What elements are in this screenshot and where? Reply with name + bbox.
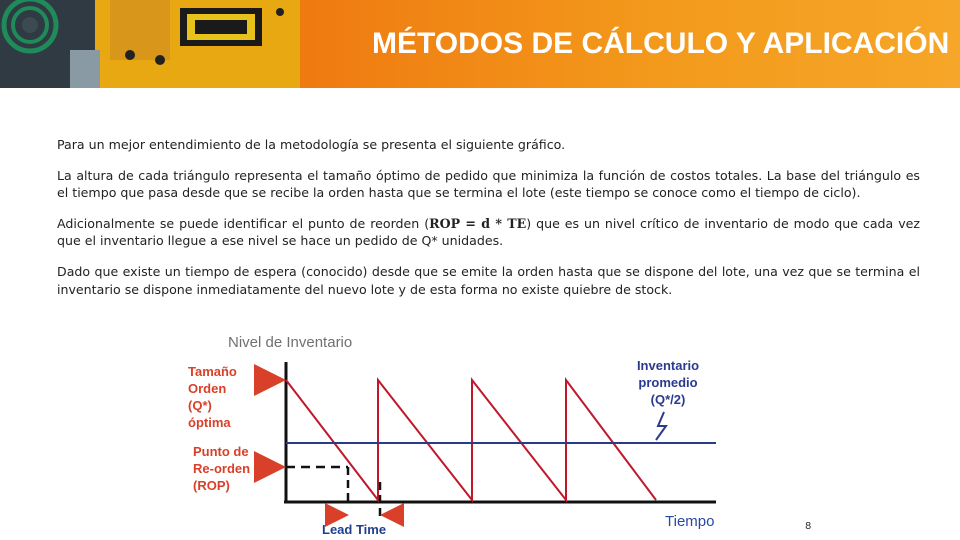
average-inventory-label	[637, 358, 699, 407]
paragraph-lead-time: Dado que existe un tiempo de espera (conocido) desde que se emite la orden hasta que se dispone del lote, una vez que se termina el inventario se dispone inmediatamente del nuevo lote y de esta forma no existe quiebre de stock.	[57, 263, 920, 297]
average-label-line1: Inventario	[636, 358, 700, 373]
order-size-label	[188, 364, 237, 430]
reorder-text-end: ) que es un nivel crítico de inventario de modo que cada vez que el inventario llegue a ese nivel se hace un pedido de Q* unidades.	[57, 215, 921, 249]
average-label-line3: (Q*/2)	[650, 392, 686, 407]
lead-time-label: Lead Time	[322, 522, 387, 537]
reorder-label-line3: (ROP)	[193, 478, 230, 493]
reorder-label-line1: Punto de	[193, 444, 249, 459]
order-size-label-line2: Orden	[188, 381, 227, 396]
reorder-text-start: Adicionalmente se puede identificar el punto de reorden (	[57, 215, 430, 231]
inventory-sawtooth	[286, 380, 656, 500]
body-text	[57, 136, 920, 311]
order-size-label-line3: (Q*)	[188, 398, 212, 413]
paragraph-reorder	[57, 215, 920, 250]
paragraph-intro: Para un mejor entendimiento de la metodología se presenta el siguiente gráfico.	[57, 137, 566, 152]
reorder-point-label	[193, 444, 250, 493]
page-number: 8	[805, 521, 812, 532]
inventory-diagram	[180, 330, 740, 540]
order-size-label-line4: óptima	[188, 415, 231, 430]
reorder-label-line2: Re-orden	[193, 461, 251, 476]
paragraph-triangle: La altura de cada triángulo representa el tamaño óptimo de pedido que minimiza la función de costos totales. La base del triángulo es el tiempo que pasa desde que se recibe la orden hasta que se termina el lote (este tiempo se conoce como el tiempo de ciclo).	[57, 167, 920, 201]
page-title: MÉTODOS DE CÁLCULO Y APLICACIÓN	[372, 27, 950, 60]
y-axis-label: Nivel de Inventario	[228, 334, 353, 351]
order-size-label-line1: Tamaño	[188, 364, 237, 379]
x-axis-label: Tiempo	[665, 513, 715, 530]
rop-formula: ROP = d * TE	[429, 215, 527, 231]
average-pointer-squiggle	[656, 412, 666, 440]
average-label-line2: promedio	[638, 375, 698, 390]
